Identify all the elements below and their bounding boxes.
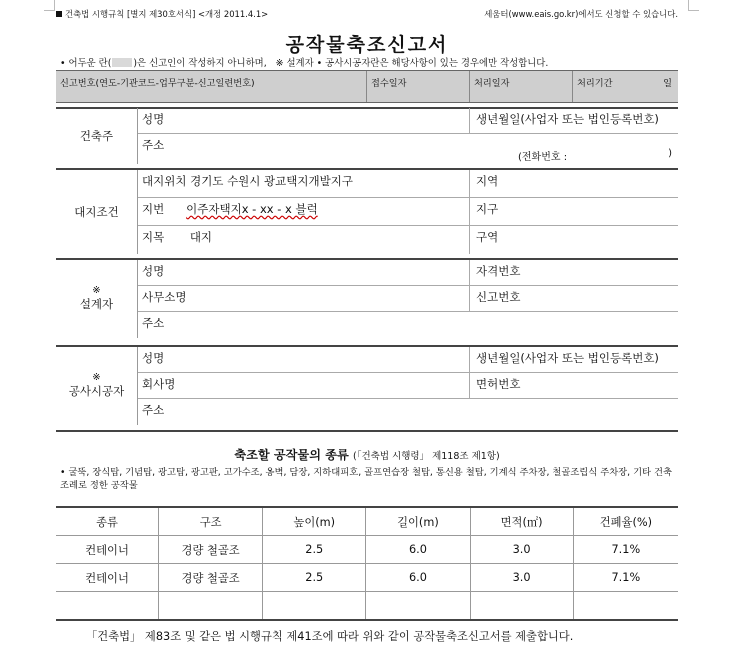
- column-header: 종류: [56, 507, 159, 536]
- structure-kinds-description: • 굴뚝, 장식탑, 기념탑, 광고탑, 광고판, 고가수조, 옹벽, 담장, 지하대피호, 골프연습장 철탑, 통신용 철탑, 기계식 주차장, 철골조립식 주차장, 기타 건축조례로 정한 공작물: [60, 467, 672, 491]
- processing-period-field[interactable]: 처리기간 일: [572, 71, 678, 102]
- column-header: 높이(m): [263, 507, 366, 536]
- received-date-field[interactable]: 접수일자: [366, 71, 469, 102]
- designer-name-row[interactable]: 성명 자격번호: [138, 260, 678, 286]
- site-category-row[interactable]: 지목 대지 구역: [138, 226, 678, 254]
- square-bullet-icon: [56, 11, 62, 17]
- owner-name-row[interactable]: 성명 생년월일(사업자 또는 법인등록번호): [138, 108, 678, 134]
- designer-label: ※ 설계자: [79, 285, 114, 311]
- owner-label: 건축주: [79, 129, 114, 143]
- contractor-name-row[interactable]: 성명 생년월일(사업자 또는 법인등록번호): [138, 347, 678, 373]
- processed-date-field[interactable]: 처리일자: [469, 71, 572, 102]
- site-location-value: 경기도 수원시 광교택지개발지구: [190, 174, 353, 188]
- structure-table: [56, 506, 678, 621]
- contractor-address-row[interactable]: 주소: [142, 403, 165, 417]
- site-lot-row[interactable]: 지번 이주자택지x - xx - x 블럭 지구: [138, 198, 678, 226]
- form-reference: 건축법 시행규칙 [별지 제30호서식] <개정 2011.4.1>: [65, 9, 269, 19]
- form-header: [56, 8, 678, 22]
- instruction-note: • 어두운 란( )은 신고인이 작성하지 아니하며, ※ 설계자 • 공사시공자란은 해당사항이 있는 경우에만 작성합니다.: [60, 58, 549, 69]
- column-header: 길이(m): [366, 507, 470, 536]
- structure-kinds-heading: 축조할 공작물의 종류 (「건축법 시행령」 제118조 제1항): [234, 448, 500, 462]
- site-section: [56, 170, 678, 254]
- table-row[interactable]: 컨테이너 경량 철골조 2.5 6.0 3.0 7.1%: [56, 564, 678, 592]
- site-category-value: 대지: [189, 230, 213, 244]
- submission-statement: 「건축법」 제83조 및 같은 법 시행규칙 제41조에 따라 위와 같이 공작물축조신고서를 제출합니다.: [86, 630, 574, 643]
- table-header-row: [56, 507, 678, 536]
- designer-office-row[interactable]: 사무소명 신고번호: [138, 286, 678, 312]
- owner-section: [56, 108, 678, 164]
- contractor-company-row[interactable]: 회사명 면허번호: [138, 373, 678, 399]
- reference-mark-icon: ※: [92, 285, 101, 296]
- owner-address-row[interactable]: 주소 (전화번호 : ): [142, 138, 672, 163]
- site-lot-value: 이주자택지x - xx - x 블럭: [186, 202, 318, 216]
- contractor-label: ※ 공사시공자: [68, 372, 125, 398]
- designer-section: [56, 260, 678, 338]
- report-number-field[interactable]: 신고번호(연도-기관코드-업무구분-신고일련번호): [60, 78, 255, 89]
- shaded-box-sample: [112, 58, 132, 67]
- site-location-row[interactable]: 대지위치 경기도 수원시 광교택지개발지구 지역: [138, 170, 678, 198]
- table-row[interactable]: [56, 592, 678, 621]
- form-page: [56, 0, 678, 647]
- column-header: 건폐율(%): [573, 507, 678, 536]
- page-corner-mark-right: [688, 0, 699, 11]
- form-title: 공작물축조신고서: [285, 34, 449, 56]
- online-notice: 세움터(www.eais.go.kr)에서도 신청할 수 있습니다.: [484, 9, 678, 19]
- office-use-bar: [56, 70, 678, 103]
- designer-address-row[interactable]: 주소: [142, 316, 165, 330]
- contractor-section: [56, 347, 678, 425]
- column-header: 면적(㎡): [470, 507, 573, 536]
- reference-mark-icon: ※: [92, 372, 101, 383]
- table-row[interactable]: 컨테이너 경량 철골조 2.5 6.0 3.0 7.1%: [56, 536, 678, 564]
- site-label: 대지조건: [74, 205, 119, 219]
- column-header: 구조: [159, 507, 263, 536]
- page-corner-mark-left: [44, 0, 55, 11]
